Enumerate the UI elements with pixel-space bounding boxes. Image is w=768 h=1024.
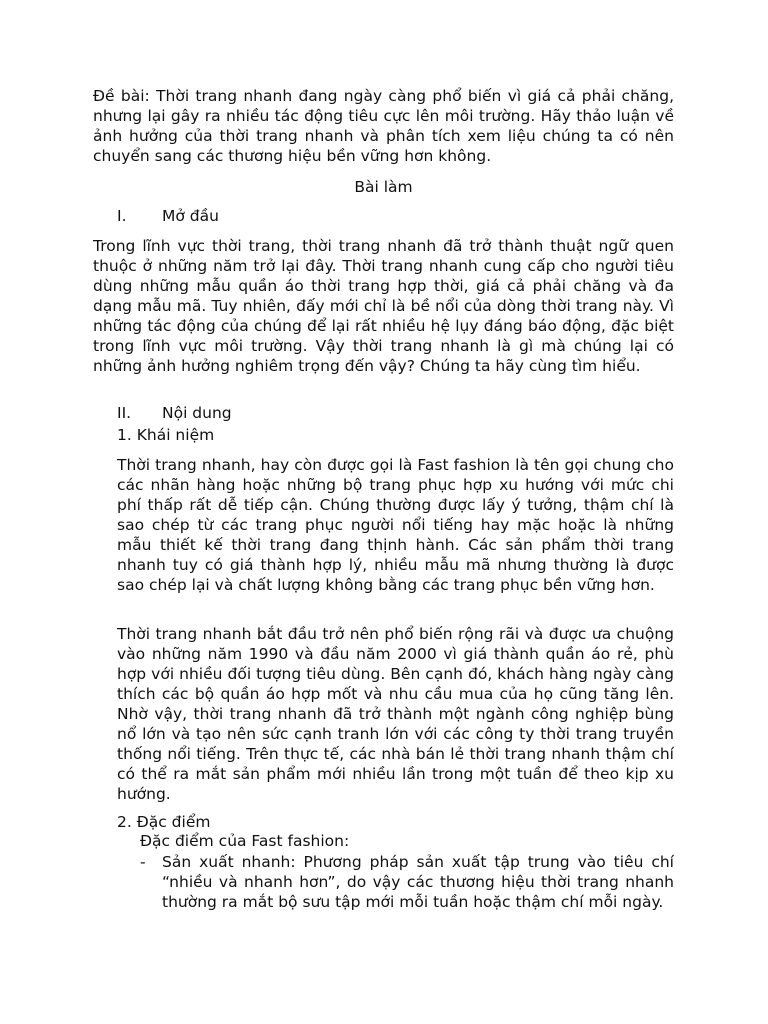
section-title: Mở đầu — [162, 207, 219, 225]
section-title: Nội dung — [162, 404, 232, 422]
concept-paragraph-definition: Thời trang nhanh, hay còn được gọi là Fast fashion là tên gọi chung cho các nhãn hàng hoặc những bộ trang phục hợp xu hướng với mức chi phí thấp rất dễ tiếp cận. Chúng thường được lấy ý tưởng, thậm chí là sao chép từ các trang phục người nổi tiếng hay mặc hoặc là những mẫu thiết kế thời trang đang thịnh hành. Các sản phẩm thời trang nhanh tuy có giá thành hợp lý, nhiều mẫu mã nhưng thường là được sao chép lại và chất lượng không bằng các trang phục bền vững hơn. — [117, 456, 674, 594]
concept-paragraph-history: Thời trang nhanh bắt đầu trở nên phổ biến rộng rãi và được ưa chuộng vào những năm 1990 và đầu năm 2000 vì giá thành quần áo rẻ, phù hợp với nhiều đối tượng tiêu dùng. Bên cạnh đó, khách hàng ngày càng thích các bộ quần áo hợp mốt và nhu cầu mua của họ cũng tăng lên. Nhờ vậy, thời trang nhanh đã trở thành một ngành công nghiệp bùng nổ lớn và tạo nên sức cạnh tranh lớn với các công ty thời trang truyền thống nổi tiếng. Trên thực tế, các nhà bán lẻ thời trang nhanh thậm chí có thể ra mắt sản phẩm mới nhiều lần trong một tuần để theo kịp xu hướng. — [117, 625, 674, 803]
section-number: I. — [117, 207, 127, 225]
characteristics-intro: Đặc điểm của Fast fashion: — [140, 832, 350, 850]
intro-paragraph: Trong lĩnh vực thời trang, thời trang nhanh đã trở thành thuật ngữ quen thuộc ở những năm trở lại đây. Thời trang nhanh cung cấp cho người tiêu dùng những mẫu quần áo thời trang hợp thời, giá cả phải chăng và đa dạng mẫu mã. Tuy nhiên, đấy mới chỉ là bề nổi của dòng thời trang này. Vì những tác động của chúng để lại rất nhiều hệ lụy đáng báo động, đặc biệt trong lĩnh vực môi trường. Vậy thời trang nhanh là gì mà chúng lại có những ảnh hưởng nghiêm trọng đến vậy? Chúng ta hãy cùng tìm hiểu. — [93, 237, 674, 375]
subsection-title-concept: 1. Khái niệm — [117, 426, 215, 444]
subsection-title-characteristics: 2. Đặc điểm — [117, 813, 211, 831]
section-number: II. — [117, 404, 132, 422]
essay-title: Bài làm — [354, 178, 413, 196]
section-heading-intro — [117, 206, 517, 226]
essay-prompt: Đề bài: Thời trang nhanh đang ngày càng phổ biến vì giá cả phải chăng, nhưng lại gây ra nhiều tác động tiêu cực lên môi trường. Hãy thảo luận về ảnh hưởng của thời trang nhanh và phân tích xem liệu chúng ta có nên chuyển sang các thương hiệu bền vững hơn không. — [93, 87, 674, 165]
bullet-text: Sản xuất nhanh: Phương pháp sản xuất tập trung vào tiêu chí “nhiều và nhanh hơn”, do vậy các thương hiệu thời trang nhanh thường ra mắt bộ sưu tập mới mỗi tuần hoặc thậm chí mỗi ngày. — [162, 853, 674, 911]
section-heading-content — [117, 403, 517, 423]
bullet-marker: - — [140, 853, 146, 871]
